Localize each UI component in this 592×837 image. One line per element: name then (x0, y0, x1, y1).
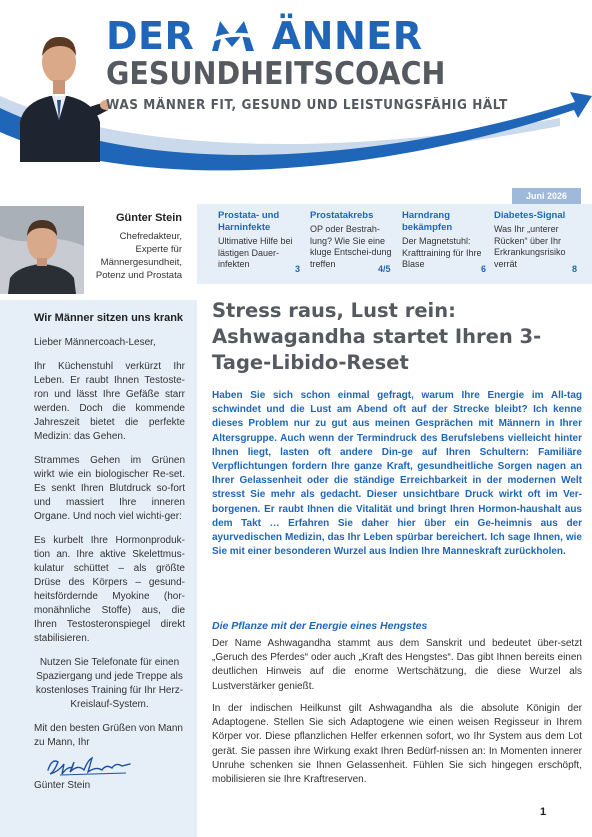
teaser-title: Prostata- und Harninfekte (218, 210, 280, 233)
teaser-text: OP oder Bestrah-lung? Wie Sie eine kluge Entschei-dung treffen (310, 224, 392, 269)
issue-date-badge: Juni 2026 (512, 188, 581, 204)
teaser-title: Diabetes-Signal (494, 210, 566, 221)
letter-greeting: Lieber Männercoach-Leser, (34, 337, 156, 348)
article-lead: Haben Sie sich schon einmal gefragt, warum Ihre Energie im All-tag schwindet und die Lust am Abend oft auf der Strecke bleibt? Ich kenne dieses Problem nur zu gut aus meinen Gesprächen mit Männern in Ihrer Altersgruppe. Auch wenn der Termindruck des Berufslebens vielleicht hinter Ihnen liegt, lasten oft andere Din-ge auf Ihren Schultern: Familiäre Verpflichtungen fordern Ihre ganze Kraft, gesundheitliche Sorgen nagen an Ihrer Gelassenheit oder die ständige Erreichbarkeit in der modernen Welt stresst Sie mehr als gedacht. Dieser unsichtbare Druck wirkt oft im Ver-borgenen. Er raubt Ihnen die Vitalität und bringt Ihren Hormon-haushalt aus dem Takt … Erfahren Sie daher hier über ein Ge-heimnis aus der ayurvedischen Medizin, das Ihr Leben spürbar bereichert. Ich sage Ihnen, wie Sie mit einer besonderen Wurzel aus Indien Ihre Manneskraft zurückholen. (212, 390, 582, 558)
author-role-line: Männergesundheit, (100, 257, 182, 268)
masthead-title-der: DER (106, 14, 195, 58)
teaser-title: Harndrang bekämpfen (402, 210, 453, 233)
masthead (0, 0, 592, 182)
masthead-tagline: WAS MÄNNER FIT, GESUND UND LEISTUNGSFÄHIG HÄLT (106, 98, 508, 113)
author-name: Günter Stein (115, 212, 182, 224)
author-role-line: Chefredakteur, (119, 231, 182, 242)
teaser-item[interactable] (494, 210, 582, 270)
letter-heading: Wir Männer sitzen uns krank (34, 312, 184, 324)
teaser-item[interactable] (402, 210, 490, 271)
teaser-text: Was Ihr „unterer Rücken“ über Ihr Erkrankungsrisiko verrät (494, 224, 566, 269)
handwritten-signature (44, 754, 134, 778)
article-subheading: Die Pflanze mit der Energie eines Hengstes (212, 620, 428, 632)
editor-letter (0, 300, 197, 837)
teaser-text: Der Magnetstuhl: Krafttraining für Ihre Blase (402, 236, 482, 269)
masthead-title-aenner: ÄNNER (271, 14, 423, 58)
author-role-line: Experte für (135, 244, 182, 255)
teaser-page-number: 3 (295, 264, 301, 274)
teaser-text: Ultimative Hilfe bei lästigen Dauer-infekten (218, 236, 293, 269)
teaser-page-number: 6 (481, 264, 487, 274)
teaser-page-number: 8 (572, 264, 578, 274)
article-paragraph: Der Name Ashwagandha stammt aus dem Sanskrit und bedeutet über-setzt „Geruch des Pferdes“ oder auch „Kraft des Hengstes“. Das gibt Ihnen bereits einen deutlichen Hinweis auf die enorme Wertschätzung, die diese Wurzel als Lustverstärker genießt. (212, 638, 582, 692)
letter-paragraph: Ihr Küchenstuhl verkürzt Ihr Leben. Er raubt Ihnen Testoste-ron und lässt Ihre Gefäße starr werden. Doch die kommende Jahreszeit bietet die perfekte Medizin: das Gehen. (34, 361, 185, 442)
author-role-line: Potenz und Prostata (95, 270, 182, 281)
teaser-page-number: 4/5 (378, 264, 391, 274)
letter-paragraph: Strammes Gehen im Grünen wirkt wie ein biologischer Re-set. Es senkt Ihren Blutdruck so-fort und massiert Ihre inneren Organe. Und noch viel wichti-ger: (34, 455, 185, 522)
author-photo (0, 206, 84, 294)
teaser-title: Prostatakrebs (310, 210, 374, 221)
coach-portrait (10, 10, 108, 162)
masthead-title-line1 (106, 14, 422, 58)
letter-signoff: Mit den besten Grüßen von Mann zu Mann, Ihr (34, 723, 183, 748)
m-logo-icon (210, 17, 256, 53)
article-headline: Stress raus, Lust rein: Ashwagandha startet Ihren 3-Tage-Libido-Reset (212, 299, 542, 374)
masthead-subtitle: GESUNDHEITSCOACH (106, 56, 446, 92)
letter-signature-name: Günter Stein (34, 780, 91, 791)
letter-paragraph: Es kurbelt Ihre Hormonproduk-tion an. Ihre aktive Skelettmus-kulatur schüttet – als größte Drüse des Körpers – gesund-heitsfördernde Myokine (hor-monähnliche Stoffe) aus, die Ihren Testosteronspiegel direkt stabilisieren. (34, 535, 185, 644)
page-number: 1 (540, 806, 547, 818)
teaser-item[interactable] (310, 210, 398, 270)
author-info (90, 212, 182, 282)
article-paragraph: In der indischen Heilkunst gilt Ashwagandha als die absolute Königin der Adaptogene. Stellen Sie sich Adaptogene wie einen weisen Regisseur in Ihrem Körper vor. Diese pflanzlichen Helfer erkennen sofort, wo Ihr System aus dem Lot gerät. Sie passen ihre Wirkung exakt Ihren Bedürf-nissen an: In Momenten innerer Unruhe schenken sie Ihnen Gelassenheit. Fühlen Sie sich hingegen erschöpft, mobilisieren sie Ihre Kraftreserven. (212, 703, 582, 786)
teaser-item[interactable] (218, 210, 306, 271)
letter-paragraph: Nutzen Sie Telefonate für einen Spaziergang und jede Treppe als kostenloses Training für Ihr Herz-Kreislauf-System. (35, 657, 184, 710)
